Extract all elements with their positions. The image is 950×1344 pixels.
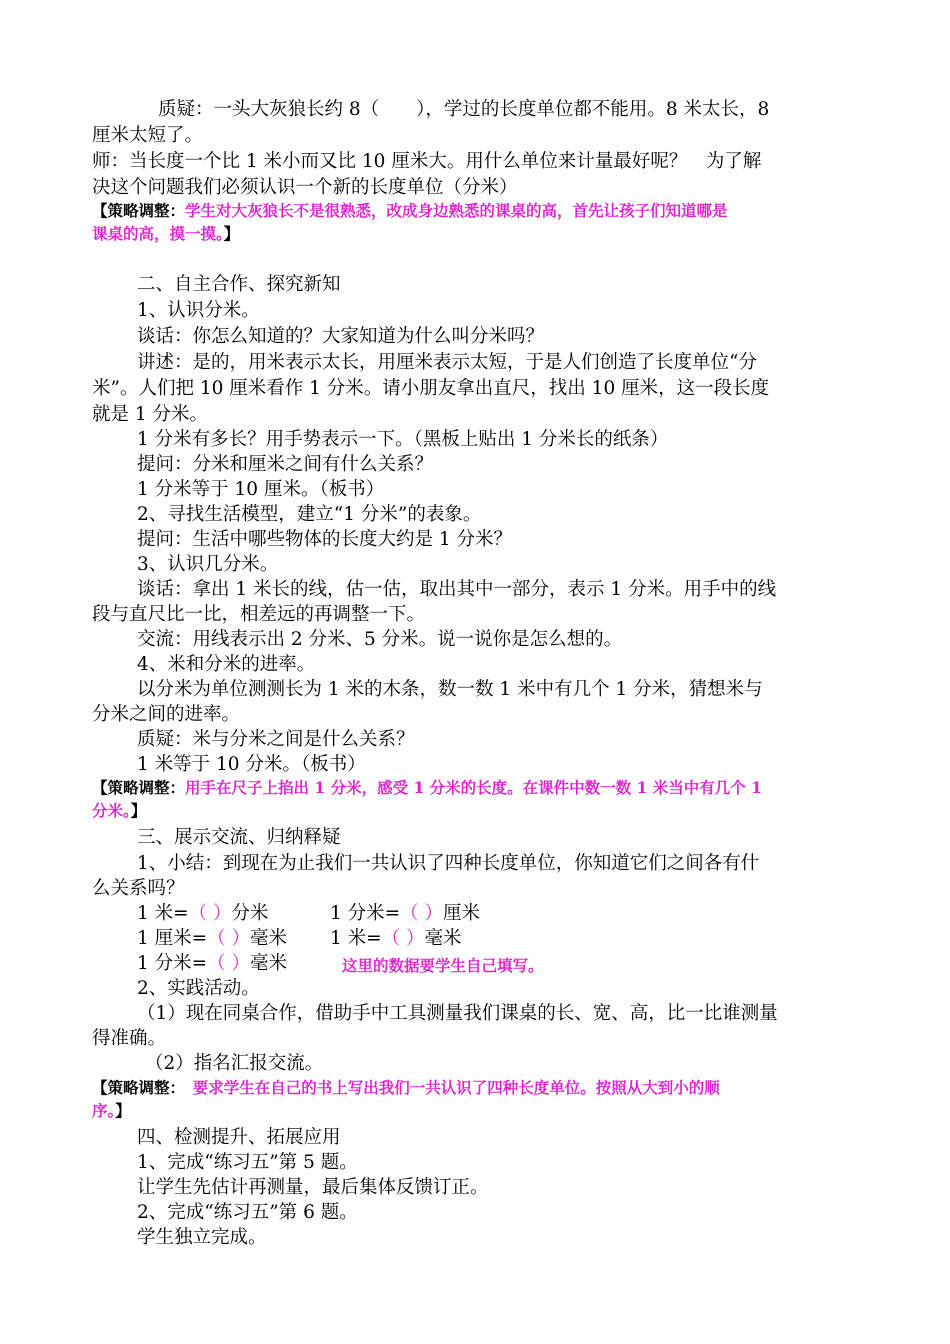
text-line: 1 分米等于 10 厘米。（板书） <box>137 479 385 500</box>
conversion-blank: 1 分米=（ ）毫米 <box>137 953 288 974</box>
text-line: （1）现在同桌合作，借助手中工具测量我们课桌的长、宽、高，比一比谁测量 <box>137 1003 778 1024</box>
text-line: 质疑：一头大灰狼长约 8（ ），学过的长度单位都不能用。8 米太长，8 <box>158 99 770 120</box>
text-line: 讲述：是的，用米表示太长，用厘米表示太短，于是人们创造了长度单位“分 <box>137 352 757 373</box>
strategy-note <box>92 1077 720 1099</box>
text-line: 分米之间的进率。 <box>92 704 241 725</box>
text-line: （2）指名汇报交流。 <box>145 1053 324 1074</box>
text-line: 就是 1 分米。 <box>92 404 209 425</box>
text-line: 交流：用线表示出 2 分米、5 分米。说一说你是怎么想的。 <box>137 629 623 650</box>
answer-blank: （ ） <box>207 928 251 949</box>
conversion-blank: 1 分米=（ ）厘米 <box>330 903 481 924</box>
strategy-note-cont <box>92 1100 131 1122</box>
conversion-blank: 1 米=（ ）分米 <box>137 903 269 924</box>
text-line: 段与直尺比一比，相差远的再调整一下。 <box>92 604 426 625</box>
text-line: 让学生先估计再测量，最后集体反馈订正。 <box>137 1177 489 1198</box>
strategy-end: 】 <box>115 1101 131 1120</box>
strategy-text: 序。 <box>92 1101 116 1120</box>
strategy-note <box>92 200 728 222</box>
text-line: 质疑：米与分米之间是什么关系？ <box>137 729 415 750</box>
text-line: 1、小结：到现在为止我们一共认识了四种长度单位，你知道它们之间各有什 <box>137 853 760 874</box>
strategy-prefix: 【策略调整： <box>92 1078 178 1097</box>
text-line: 学生独立完成。 <box>137 1227 267 1248</box>
answer-blank: （ ） <box>400 903 444 924</box>
text-line: 1、认识分米。 <box>137 300 260 321</box>
section-heading: 二、自主合作、探究新知 <box>137 274 341 295</box>
text-line: 得准确。 <box>92 1028 167 1049</box>
text-line: 米”。人们把 10 厘米看作 1 分米。请小朋友拿出直尺，找出 10 厘米，这一段长度 <box>92 378 770 399</box>
text-line: 以分米为单位测测长为 1 米的木条，数一数 1 米中有几个 1 分米，猜想米与 <box>137 679 763 700</box>
strategy-text: 课桌的高，摸一摸。 <box>92 224 224 243</box>
text-line: 师：当长度一个比 1 米小而又比 10 厘米大。用什么单位来计量最好呢？ 为了解 <box>92 151 762 172</box>
strategy-end: 】 <box>130 801 147 820</box>
answer-blank: （ ） <box>207 953 251 974</box>
strategy-text: 要求学生在自己的书上写出我们一共认识了四种长度单位。按照从大到小的顺 <box>177 1078 720 1097</box>
strategy-text: 分米。 <box>92 801 131 820</box>
text-line: 谈话：你怎么知道的？大家知道为什么叫分米吗？ <box>137 326 545 347</box>
answer-blank: （ ） <box>381 928 425 949</box>
strategy-prefix: 【策略调整： <box>92 778 186 797</box>
conversion-blank: 1 米=（ ）毫米 <box>330 928 462 949</box>
strategy-prefix: 【策略调整： <box>92 201 186 220</box>
strategy-text: 学生对大灰狼长不是很熟悉，改成身边熟悉的课桌的高，首先让孩子们知道哪是 <box>185 201 728 220</box>
text-line: 1 米等于 10 分米。（板书） <box>137 754 366 775</box>
conversion-blank: 1 厘米=（ ）毫米 <box>137 928 288 949</box>
section-heading: 四、检测提升、拓展应用 <box>137 1127 341 1148</box>
text-line: 2、完成“练习五”第 6 题。 <box>137 1202 358 1223</box>
text-line: 2、寻找生活模型，建立“1 分米”的表象。 <box>137 504 482 525</box>
answer-blank: （ ） <box>188 903 232 924</box>
strategy-end: 】 <box>223 224 240 243</box>
text-line: 决这个问题我们必须认识一个新的长度单位（分米） <box>92 177 518 198</box>
strategy-note-cont <box>92 223 239 245</box>
text-line: 提问：生活中哪些物体的长度大约是 1 分米？ <box>137 529 513 550</box>
fill-in-note: 这里的数据要学生自己填写。 <box>342 956 544 975</box>
strategy-note <box>92 777 762 799</box>
text-line: 2、实践活动。 <box>137 978 260 999</box>
strategy-text: 用手在尺子上掐出 1 分米，感受 1 分米的长度。在课件中数一数 1 米当中有几个 1 <box>185 778 762 797</box>
strategy-note-cont <box>92 800 146 822</box>
text-line: 么关系吗？ <box>92 878 185 899</box>
text-line: 4、米和分米的进率。 <box>137 654 316 675</box>
text-line: 3、认识几分米。 <box>137 554 279 575</box>
text-line: 厘米太短了。 <box>92 125 204 146</box>
text-line: 1、完成“练习五”第 5 题。 <box>137 1152 358 1173</box>
text-line: 谈话：拿出 1 米长的线，估一估，取出其中一部分，表示 1 分米。用手中的线 <box>137 579 777 600</box>
text-line: 1 分米有多长？用手势表示一下。（黑板上贴出 1 分米长的纸条） <box>137 429 669 450</box>
text-line: 提问：分米和厘米之间有什么关系？ <box>137 454 434 475</box>
section-heading: 三、展示交流、归纳释疑 <box>137 827 341 848</box>
